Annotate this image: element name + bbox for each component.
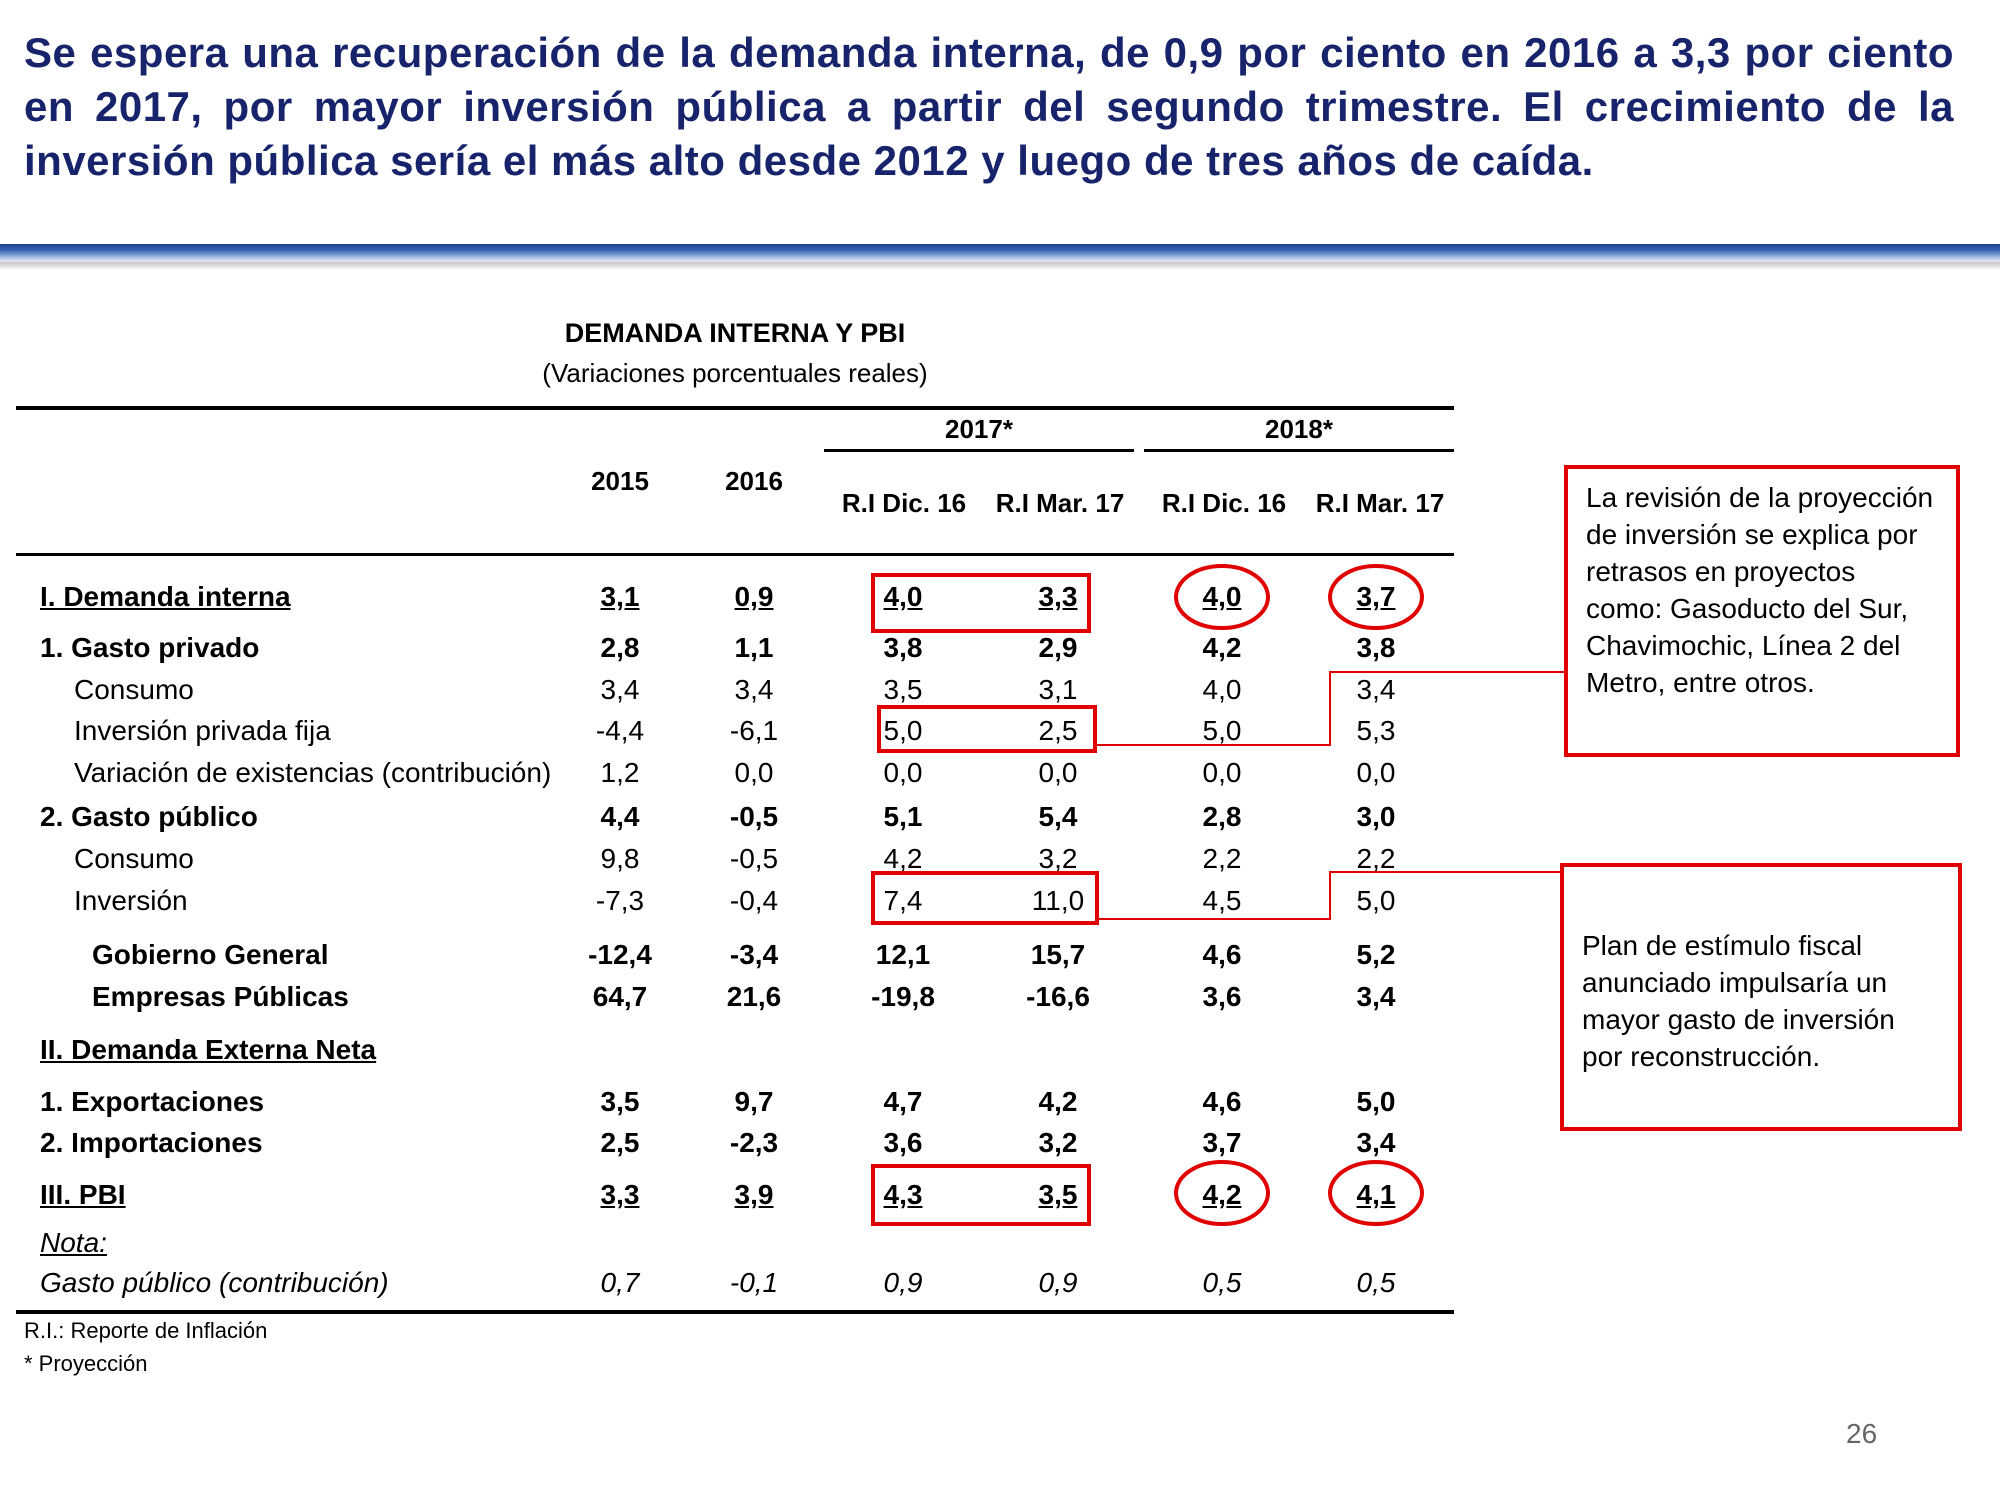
cell-pbi-2017-mar: 3,5 (1038, 1179, 1078, 1210)
cell-demanda-interna-2015: 3,1 (600, 581, 640, 612)
cell-demanda-interna-2017-dic: 4,0 (883, 581, 923, 612)
row-label-importaciones: 2. Importaciones (40, 1127, 263, 1158)
table-subtitle: (Variaciones porcentuales reales) (542, 358, 928, 388)
cell-gasto-privado-2018-dic: 4,2 (1202, 632, 1242, 663)
cell-gobierno-general-2018-dic: 4,6 (1202, 939, 1242, 970)
cell-consumo-privado-2016: 3,4 (734, 674, 774, 705)
row-label-consumo-publico: Consumo (74, 843, 194, 874)
cell-existencias-2018-dic: 0,0 (1202, 757, 1242, 788)
header-2018-ri-mar: R.I Mar. 17 (1315, 488, 1445, 518)
row-label-inversion-publica: Inversión (74, 885, 188, 916)
header-bottom-rule (16, 553, 1454, 556)
cell-exportaciones-2016: 9,7 (734, 1086, 774, 1117)
cell-empresas-publicas-2016: 21,6 (726, 981, 782, 1012)
cell-contribucion-2016: -0,1 (729, 1267, 779, 1298)
cell-inversion-privada-2017-dic: 5,0 (883, 715, 923, 746)
table-bottom-rule (16, 1310, 1454, 1314)
table-title: DEMANDA INTERNA Y PBI (564, 318, 906, 348)
cell-demanda-interna-2016: 0,9 (734, 581, 774, 612)
cell-inversion-publica-2018-dic: 4,5 (1202, 885, 1242, 916)
header-group-2018: 2018* (1265, 414, 1333, 444)
cell-gobierno-general-2016: -3,4 (729, 939, 779, 970)
cell-gasto-privado-2017-dic: 3,8 (883, 632, 923, 663)
cell-contribucion-2015: 0,7 (600, 1267, 640, 1298)
header-2015: 2015 (591, 466, 649, 496)
cell-inversion-privada-2018-mar: 5,3 (1356, 715, 1396, 746)
cell-gobierno-general-2017-dic: 12,1 (875, 939, 931, 970)
cell-pbi-2018-dic: 4,2 (1202, 1179, 1242, 1210)
header-2018-ri-dic: R.I Dic. 16 (1161, 488, 1287, 518)
cell-inversion-publica-2016: -0,4 (729, 885, 779, 916)
row-label-exportaciones: 1. Exportaciones (40, 1086, 265, 1117)
cell-gobierno-general-2018-mar: 5,2 (1356, 939, 1396, 970)
cell-demanda-interna-2018-mar: 3,7 (1356, 581, 1396, 612)
row-label-demanda-externa-neta: II. Demanda Externa Neta (40, 1034, 377, 1065)
cell-pbi-2017-dic: 4,3 (883, 1179, 923, 1210)
cell-consumo-privado-2015: 3,4 (600, 674, 640, 705)
row-label-gasto-publico: 2. Gasto público (40, 801, 258, 832)
cell-gasto-publico-2017-mar: 5,4 (1038, 801, 1078, 832)
header-2017-ri-dic: R.I Dic. 16 (841, 488, 967, 518)
cell-inversion-publica-2017-mar: 11,0 (1031, 885, 1085, 916)
page-number: 26 (1846, 1418, 1878, 1449)
cell-consumo-privado-2017-dic: 3,5 (883, 674, 923, 705)
row-label-inversion-privada-fija: Inversión privada fija (74, 715, 331, 746)
cell-existencias-2016: 0,0 (734, 757, 774, 788)
cell-inversion-publica-2018-mar: 5,0 (1356, 885, 1396, 916)
cell-existencias-2017-mar: 0,0 (1038, 757, 1078, 788)
group-2017-rule (824, 449, 1134, 452)
cell-exportaciones-2017-mar: 4,2 (1038, 1086, 1078, 1117)
row-label-empresas-publicas: Empresas Públicas (92, 981, 349, 1012)
cell-gasto-privado-2018-mar: 3,8 (1356, 632, 1396, 663)
header-group-2017: 2017* (945, 414, 1013, 444)
row-label-nota: Nota: (40, 1227, 107, 1258)
footnote-proyeccion: * Proyección (24, 1351, 148, 1376)
cell-demanda-interna-2018-dic: 4,0 (1202, 581, 1242, 612)
cell-consumo-publico-2018-dic: 2,2 (1202, 843, 1242, 874)
cell-empresas-publicas-2017-dic: -19,8 (871, 981, 935, 1012)
cell-pbi-2018-mar: 4,1 (1356, 1179, 1396, 1210)
cell-inversion-privada-2017-mar: 2,5 (1038, 715, 1078, 746)
cell-gasto-publico-2018-dic: 2,8 (1202, 801, 1242, 832)
row-label-variacion-existencias: Variación de existencias (contribución) (74, 757, 552, 788)
cell-importaciones-2018-mar: 3,4 (1356, 1127, 1396, 1158)
cell-importaciones-2015: 2,5 (600, 1127, 640, 1158)
cell-existencias-2015: 1,2 (600, 757, 640, 788)
cell-existencias-2017-dic: 0,0 (883, 757, 923, 788)
header-divider-bar (0, 244, 2000, 262)
cell-gobierno-general-2015: -12,4 (588, 939, 652, 970)
row-label-gobierno-general: Gobierno General (92, 939, 329, 970)
cell-consumo-publico-2015: 9,8 (600, 843, 640, 874)
cell-exportaciones-2018-dic: 4,6 (1202, 1086, 1242, 1117)
footnote-ri: R.I.: Reporte de Inflación (24, 1318, 268, 1343)
row-label-demanda-interna: I. Demanda interna (40, 581, 291, 612)
cell-demanda-interna-2017-mar: 3,3 (1038, 581, 1078, 612)
cell-consumo-privado-2017-mar: 3,1 (1038, 674, 1078, 705)
cell-contribucion-2018-mar: 0,5 (1356, 1267, 1396, 1298)
cell-exportaciones-2017-dic: 4,7 (883, 1086, 923, 1117)
cell-importaciones-2017-mar: 3,2 (1038, 1127, 1078, 1158)
cell-inversion-privada-2015: -4,4 (595, 715, 645, 746)
cell-importaciones-2017-dic: 3,6 (883, 1127, 923, 1158)
cell-inversion-privada-2018-dic: 5,0 (1202, 715, 1242, 746)
cell-empresas-publicas-2017-mar: -16,6 (1026, 981, 1090, 1012)
cell-gasto-privado-2016: 1,1 (734, 632, 774, 663)
header-2016: 2016 (725, 466, 783, 496)
cell-consumo-publico-2017-dic: 4,2 (883, 843, 923, 874)
cell-empresas-publicas-2015: 64,7 (592, 981, 648, 1012)
cell-existencias-2018-mar: 0,0 (1356, 757, 1396, 788)
cell-gasto-publico-2015: 4,4 (600, 801, 640, 832)
cell-inversion-publica-2015: -7,3 (595, 885, 645, 916)
cell-pbi-2016: 3,9 (734, 1179, 774, 1210)
cell-gasto-publico-2018-mar: 3,0 (1356, 801, 1396, 832)
header-2017-ri-mar: R.I Mar. 17 (995, 488, 1125, 518)
cell-contribucion-2018-dic: 0,5 (1202, 1267, 1242, 1298)
slide-headline: Se espera una recuperación de la demanda interna, de 0,9 por ciento en 2016 a 3,3 por ciento en 2017, por mayor inversión pública a partir del segundo trimestre. El crecimiento de la inversión pública sería el más alto desde 2012 y luego de tres años de caída. (24, 29, 1954, 184)
cell-gasto-publico-2017-dic: 5,1 (883, 801, 923, 832)
cell-gasto-privado-2017-mar: 2,9 (1038, 632, 1078, 663)
row-label-gasto-publico-contribucion: Gasto público (contribución) (40, 1267, 389, 1298)
callout-fiscal-stimulus: Plan de estímulo fiscal anunciado impulsaría un mayor gasto de inversión por reconstrucción. (1560, 863, 1962, 1131)
cell-empresas-publicas-2018-mar: 3,4 (1356, 981, 1396, 1012)
cell-exportaciones-2015: 3,5 (600, 1086, 640, 1117)
cell-exportaciones-2018-mar: 5,0 (1356, 1086, 1396, 1117)
row-label-pbi: III. PBI (40, 1179, 126, 1210)
cell-gasto-publico-2016: -0,5 (729, 801, 779, 832)
cell-importaciones-2018-dic: 3,7 (1202, 1127, 1242, 1158)
cell-consumo-publico-2016: -0,5 (729, 843, 779, 874)
callout-investment-revision: La revisión de la proyección de inversión se explica por retrasos en proyectos como: Gasoducto del Sur, Chavimochic, Línea 2 del Metro, entre otros. (1564, 465, 1960, 757)
cell-consumo-privado-2018-dic: 4,0 (1202, 674, 1242, 705)
cell-consumo-publico-2017-mar: 3,2 (1038, 843, 1078, 874)
cell-inversion-privada-2016: -6,1 (729, 715, 779, 746)
cell-consumo-privado-2018-mar: 3,4 (1356, 674, 1396, 705)
row-label-gasto-privado: 1. Gasto privado (40, 632, 260, 663)
table-top-rule (16, 406, 1454, 410)
cell-contribucion-2017-mar: 0,9 (1038, 1267, 1078, 1298)
cell-inversion-publica-2017-dic: 7,4 (883, 885, 923, 916)
row-label-consumo-privado: Consumo (74, 674, 194, 705)
cell-contribucion-2017-dic: 0,9 (883, 1267, 923, 1298)
group-2018-rule (1144, 449, 1454, 452)
cell-consumo-publico-2018-mar: 2,2 (1356, 843, 1396, 874)
cell-gasto-privado-2015: 2,8 (600, 632, 640, 663)
cell-importaciones-2016: -2,3 (729, 1127, 779, 1158)
cell-empresas-publicas-2018-dic: 3,6 (1202, 981, 1242, 1012)
cell-pbi-2015: 3,3 (600, 1179, 640, 1210)
cell-gobierno-general-2017-mar: 15,7 (1030, 939, 1086, 970)
